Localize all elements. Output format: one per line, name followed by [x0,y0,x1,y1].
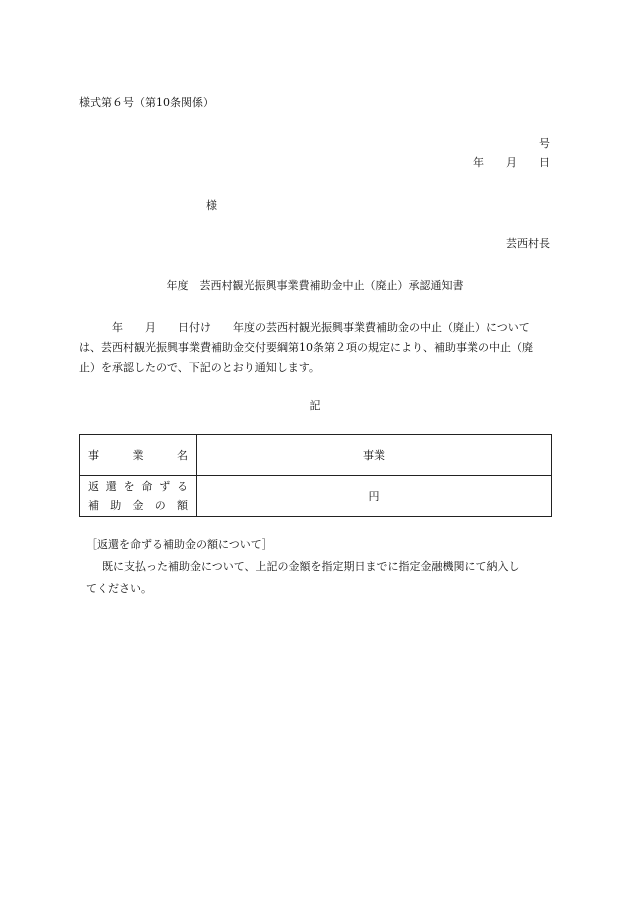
document-number-label: 号 [539,137,550,150]
label-char: 返 [88,480,99,493]
label-char: 名 [177,448,188,462]
body-line: 年 月 日付け 年度の芸西村観光振興事業費補助金の中止（廃止）について [79,321,530,334]
project-name-value: 事業 [197,435,552,476]
table-row-project-name [80,435,552,476]
form-number: 様式第６号（第10条関係） [79,96,214,109]
date-year: 年 [473,156,484,169]
label-char: 命 [141,480,153,493]
note-line: 既に支払った補助金について、上記の金額を指定期日までに指定金融機関にて納入し [102,560,520,573]
label-char: 事 [88,448,99,462]
body-line: は、芸西村観光振興事業費補助金交付要綱第10条第２項の規定により、補助事業の中止（廃 [79,341,533,354]
ki-heading: 記 [309,399,321,412]
project-name-label [80,435,197,476]
issue-date [473,157,550,168]
summary-table [79,434,552,517]
date-month: 月 [506,156,517,169]
refund-amount-value: 円 [197,476,552,517]
date-day: 日 [539,156,550,169]
refund-amount-label [80,476,197,517]
document-title: 年度 芸西村観光振興事業費補助金中止（廃止）承認通知書 [166,279,464,292]
label-char: ず [159,480,171,493]
label-char: 業 [132,448,144,462]
label-char: 金 [132,499,144,512]
label-char: 還 [105,480,117,493]
label-char: 助 [110,499,122,512]
body-paragraph [79,318,551,378]
label-char: の [154,499,166,512]
addressee-suffix: 様 [206,199,217,212]
label-char: る [176,480,188,493]
label-char: 補 [88,499,99,512]
table-row-refund-amount [80,476,552,517]
body-line: 止）を承認したので、下記のとおり通知します。 [79,361,320,374]
note-line: てください。 [86,582,152,595]
label-char: 額 [177,499,188,512]
note-body [86,556,552,600]
sender-name: 芸西村長 [506,237,550,250]
label-char: を [123,480,135,493]
note-title: ［返還を命ずる補助金の額について］ [86,538,273,551]
